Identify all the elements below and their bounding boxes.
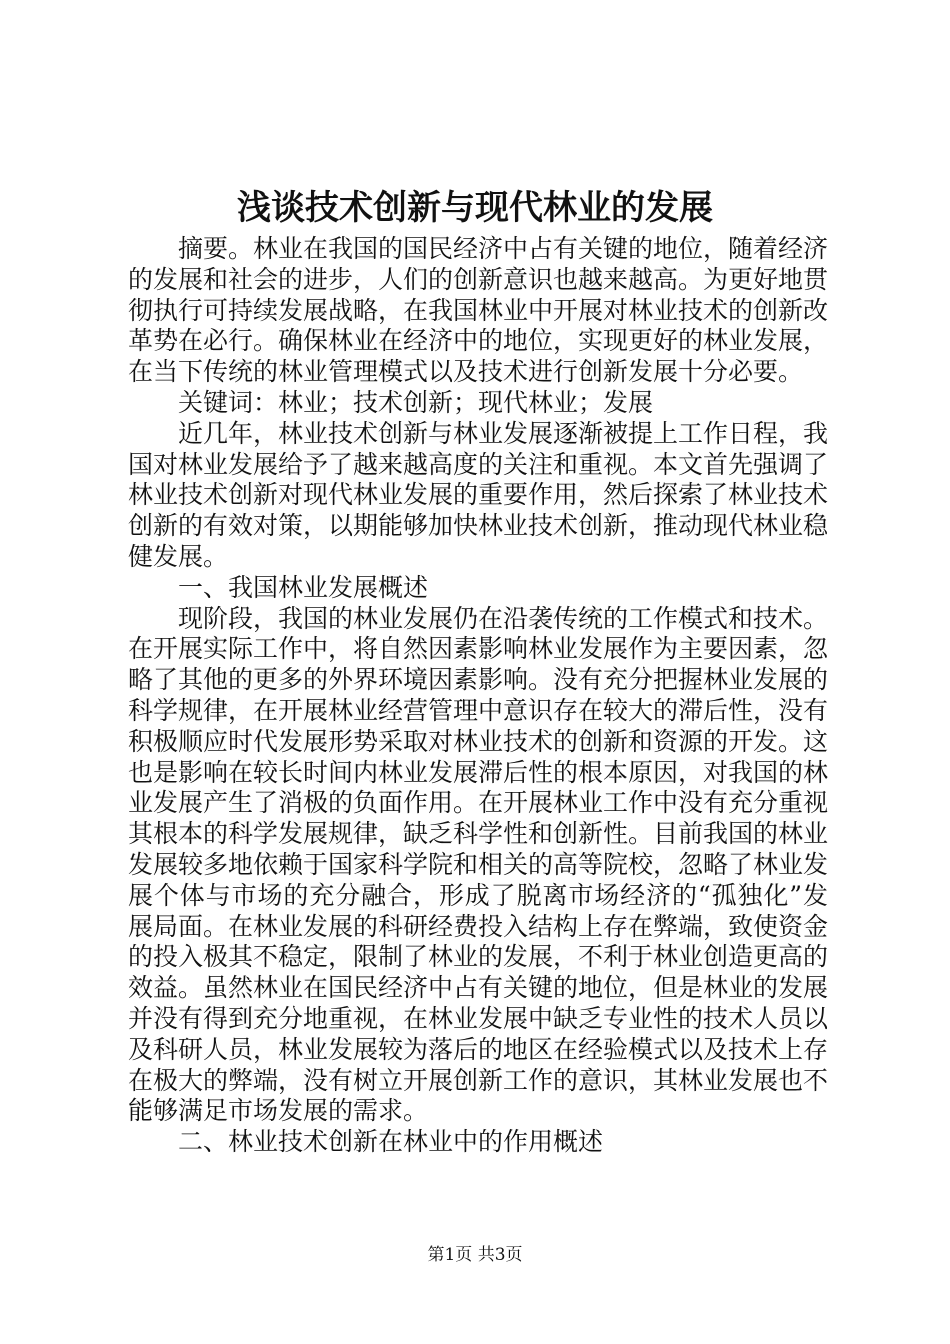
page-number-footer: 第1页 共3页 (427, 1245, 523, 1265)
section-heading-1: 一、我国林业发展概述 (178, 572, 429, 602)
abstract-paragraph: 摘要。林业在我国的国民经济中占有关键的地位，随着经济的发展和社会的进步，人们的创新意识也越来越高。为更好地贯彻执行可持续发展战略，在我国林业中开展对林业技术的创新改革势在必行。确保林业在经济中的地位，实现更好的林业发展，在当下传统的林业管理模式以及技术进行创新发展十分必要。 (128, 234, 829, 387)
section-1-paragraph: 现阶段，我国的林业发展仍在沿袭传统的工作模式和技术。在开展实际工作中，将自然因素影响林业发展作为主要因素，忽略了其他的更多的外界环境因素影响。没有充分把握林业发展的科学规律，在开展林业经营管理中意识存在较大的滞后性，没有积极顺应时代发展形势采取对林业技术的创新和资源的开发。这也是影响在较长时间内林业发展滞后性的根本原因，对我国的林业发展产生了消极的负面作用。在开展林业工作中没有充分重视其根本的科学发展规律，缺乏科学性和创新性。目前我国的林业发展较多地依赖于国家科学院和相关的高等院校，忽略了林业发展个体与市场的充分融合，形成了脱离市场经济的“孤独化”发展局面。在林业发展的科研经费投入结构上存在弊端，致使资金的投入极其不稳定，限制了林业的发展，不利于林业创造更高的效益。虽然林业在国民经济中占有关键的地位，但是林业的发展并没有得到充分地重视，在林业发展中缺乏专业性的技术人员以及科研人员，林业发展较为落后的地区在经验模式以及技术上存在极大的弊端，没有树立开展创新工作的意识，其林业发展也不能够满足市场发展的需求。 (128, 603, 829, 1126)
document-body (128, 234, 828, 1158)
intro-paragraph: 近几年，林业技术创新与林业发展逐渐被提上工作日程，我国对林业发展给予了越来越高度的关注和重视。本文首先强调了林业技术创新对现代林业发展的重要作用，然后探索了林业技术创新的有效对策，以期能够加快林业技术创新，推动现代林业稳健发展。 (128, 418, 829, 571)
page-title: 浅谈技术创新与现代林业的发展 (237, 188, 713, 228)
keywords-paragraph: 关键词：林业；技术创新；现代林业；发展 (178, 387, 654, 417)
section-heading-2: 二、林业技术创新在林业中的作用概述 (178, 1127, 604, 1157)
